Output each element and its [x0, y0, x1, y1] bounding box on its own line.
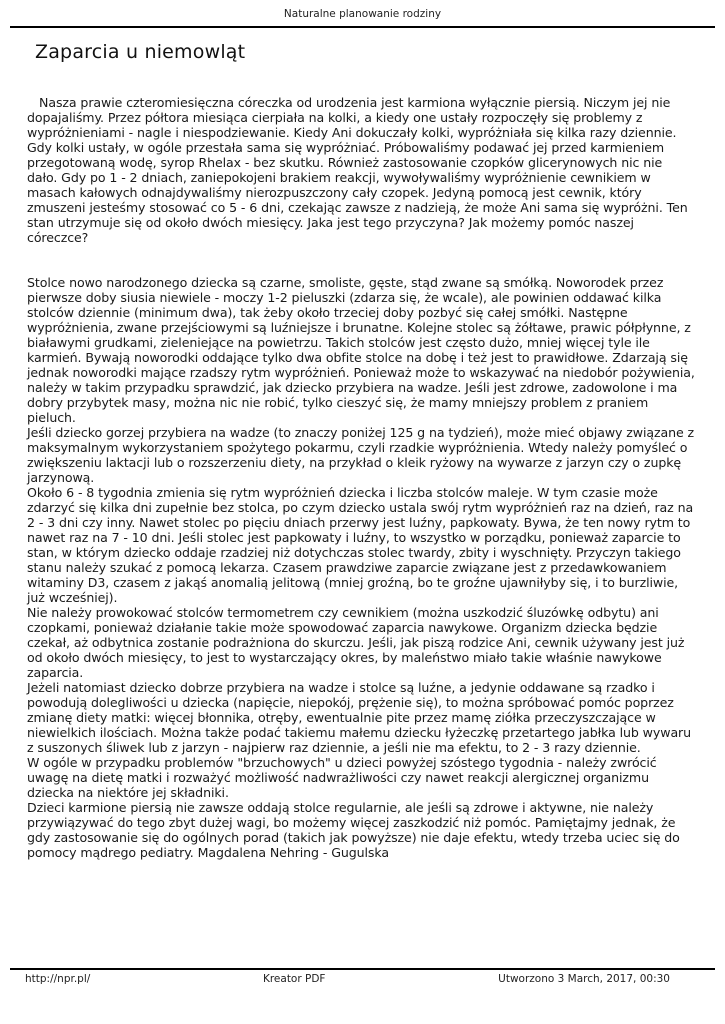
article	[0, 41, 725, 860]
article-intro-paragraph: Nasza prawie czteromiesięczna córeczka od urodzenia jest karmiona wyłącznie piersią. Niczym jej nie dopajaliśmy. Przez półtora miesiąca cierpiała na kolki, a kiedy one ustały rozpoczęły się problemy z wypróżnieniami - nagle i niespodziewanie. Kiedy Ani dokuczały kolki, wypróżniała się kilka razy dziennie. Gdy kolki ustały, w ogóle przestała sama się wypróżniać. Próbowaliśmy podawać jej przed karmieniem przegotowaną wodę, syrop Rhelax - bez skutku. Również zastosowanie czopków glicerynowych nic nie dało. Gdy po 1 - 2 dniach, zaniepokojeni brakiem reakcji, wywoływaliśmy wypróżnienie cewnikiem w masach kałowych odnajdywaliśmy nierozpuszczony cały czopek. Jedyną pomocą jest cewnik, który zmuszeni jesteśmy stosować co 5 - 6 dni, czekając zawsze z nadzieją, że może Ani sama się wypróżni. Ten stan utrzymuje się od około dwóch miesięcy. Jaka jest tego przyczyna? Jak możemy pomóc naszej córeczce?	[27, 95, 688, 245]
article-paragraph: Jeżeli natomiast dziecko dobrze przybiera na wadze i stolce są luźne, a jedynie oddawane są rzadko i powodują dolegliwości u dziecka (napięcie, niepokój, prężenie się), to można spróbować pomóc poprzez zmianę diety matki: więcej błonnika, otręby, ewentualnie pite przez mamę ziółka przeczyszczające w niewielkich ilościach. Można także podać takiemu małemu dziecku łyżeczkę przetartego jabłka lub wywaru z suszonych śliwek lub z jarzyn - najpierw raz dziennie, a jeśli nie ma efektu, to 2 - 3 razy dziennie.	[27, 680, 692, 755]
footer-row	[0, 970, 725, 986]
page-header	[0, 0, 725, 28]
header-divider	[10, 26, 715, 28]
article-body	[27, 95, 695, 860]
article-paragraph: Około 6 - 8 tygodnia zmienia się rytm wypróżnień dziecka i liczba stolców maleje. W tym czasie może zdarzyć się kilka dni zupełnie bez stolca, po czym dziecko ustala swój rytm wypróżnień raz na dzień, raz na 2 - 3 dni czy inny. Nawet stolec po pięciu dniach przerwy jest luźny, papkowaty. Bywa, że ten nowy rytm to nawet raz na 7 - 10 dni. Jeśli stolec jest papkowaty i luźny, to wszystko w porządku, ponieważ zaparcie to stan, w którym dziecko oddaje rzadziej niż dotychczas stolec twardy, zbity i wyschnięty. Przyczyn takiego stanu należy szukać z pomocą lekarza. Czasem prawdziwe zaparcie związane jest z przedawkowaniem witaminy D3, czasem z jakąś anomalią jelitową (mniej groźną, bo te groźne ujawniłyby się, i to burzliwie, już wcześniej).	[27, 485, 694, 605]
site-title: Naturalne planowanie rodziny	[283, 8, 442, 20]
article-paragraph: Jeśli dziecko gorzej przybiera na wadze (to znaczy poniżej 125 g na tydzień), może mieć objawy związane z maksymalnym wykorzystaniem spożytego pokarmu, czyli rzadkie wypróżnienia. Wtedy należy pomyśleć o zwiększeniu laktacji lub o rozszerzeniu diety, na przykład o kleik ryżowy na wywarze z jarzyn czy o zupkę jarzynową.	[27, 425, 695, 485]
article-paragraph: Nie należy prowokować stolców termometrem czy cewnikiem (można uszkodzić śluzówkę odbytu) ani czopkami, ponieważ działanie takie może spowodować zaparcia nawykowe. Organizm dziecka będzie czekał, aż odbytnica zostanie podrażniona do skurczu. Jeśli, jak piszą rodzice Ani, cewnik używany jest już od około dwóch miesięcy, to jest to wystarczający okres, by maleństwo miało takie właśnie nawykowe zaparcia.	[27, 605, 685, 680]
page-footer	[0, 968, 725, 986]
footer-source-url: http://npr.pl/	[25, 973, 91, 985]
footer-created-timestamp: Utworzono 3 March, 2017, 00:30	[498, 973, 670, 985]
article-paragraph: Dzieci karmione piersią nie zawsze oddają stolce regularnie, ale jeśli są zdrowe i aktywne, nie należy przywiązywać do tego zbyt dużej wagi, bo możemy więcej zaszkodzić niż pomóc. Pamiętajmy jednak, że gdy zastosowanie się do ogólnych porad (takich jak powyższe) nie daje efektu, wtedy trzeba uciec się do pomocy mądrego pediatry. Magdalena Nehring - Gugulska	[27, 800, 680, 860]
footer-generator-label: Kreator PDF	[262, 973, 326, 985]
article-paragraph: Stolce nowo narodzonego dziecka są czarne, smoliste, gęste, stąd zwane są smółką. Noworodek przez pierwsze doby siusia niewiele - moczy 1-2 pieluszki (zdarza się, że wcale), ale powinien oddawać kilka stolców dziennie (minimum dwa), tak żeby około trzeciej doby pozbyć się całej smółki. Następne wypróżnienia, zwane przejściowymi są luźniejsze i brunatne. Kolejne stolec są żółtawe, prawic półpłynne, z białawymi grudkami, zieleniejące na powietrzu. Takich stolców jest często dużo, mniej więcej tyle ile karmień. Bywają noworodki oddające tylko dwa obfite stolce na dobę i też jest to prawidłowe. Zdarzają się jednak noworodki mające rzadszy rytm wypróżnień. Ponieważ może to wskazywać na niedobór pożywienia, należy w takim przypadku sprawdzić, jak dziecko przybiera na wadze. Jeśli jest zdrowe, zadowolone i ma dobry przybytek masy, można nic nie robić, tylko cieszyć się, że mamy mniejszy problem z praniem pieluch.	[27, 275, 695, 425]
article-paragraph: W ogóle w przypadku problemów "brzuchowych" u dzieci powyżej szóstego tygodnia - należy zwrócić uwagę na dietę matki i rozważyć możliwość nadwrażliwości czy nawet reakcji alergicznej organizmu dziecka na niektóre jej składniki.	[27, 755, 657, 800]
page-title: Zaparcia u niemowląt	[35, 41, 246, 63]
